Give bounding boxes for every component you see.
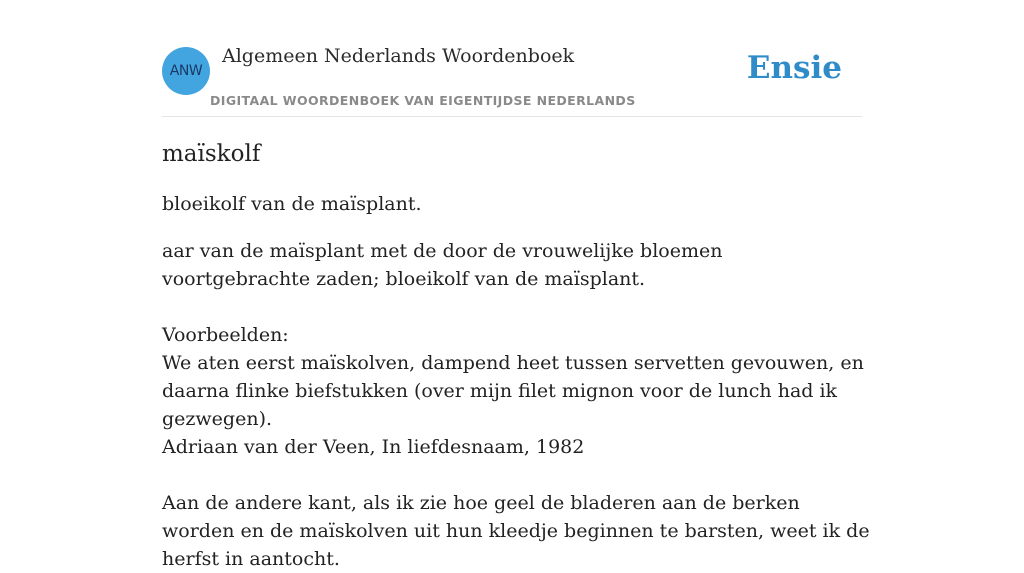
site-title[interactable]: Algemeen Nederlands Woordenboek: [222, 45, 575, 67]
full-definition: aar van de maïsplant met de door de vrouwelijke bloemen voortgebrachte zaden; bloeikolf van de maïsplant.: [162, 240, 723, 290]
site-header: [162, 0, 862, 117]
example-text: We aten eerst maïskolven, dampend heet tussen servetten gevouwen, en daarna flinke biefstukken (over mijn filet mignon voor de lunch had ik gezwegen).: [162, 352, 864, 430]
full-definition-block: [162, 237, 872, 573]
examples-label: Voorbeelden:: [162, 324, 289, 346]
headword: maïskolf: [162, 141, 261, 167]
entry-content: [162, 138, 872, 573]
spacer: [162, 461, 872, 489]
short-definition: bloeikolf van de maïsplant.: [162, 193, 422, 215]
example-text: Aan de andere kant, als ik zie hoe geel de bladeren aan de berken worden en de maïskolven uit hun kleedje beginnen te barsten, weet ik de herfst in aantocht.: [162, 492, 870, 570]
example-source: Adriaan van der Veen, In liefdesnaam, 1982: [162, 436, 585, 458]
ensie-brand-logo[interactable]: Ensie: [746, 50, 842, 86]
site-subtitle: DIGITAAL WOORDENBOEK VAN EIGENTIJDSE NEDERLANDS: [210, 93, 636, 108]
spacer: [162, 293, 872, 321]
anw-logo[interactable]: ANW: [162, 47, 210, 95]
